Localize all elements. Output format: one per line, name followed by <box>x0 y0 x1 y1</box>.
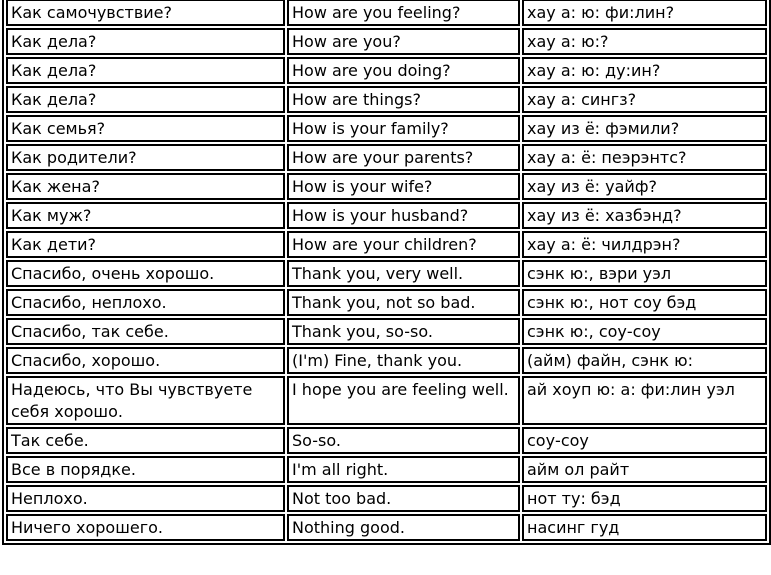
transcription-cell: хау из ё: фэмили? <box>522 115 767 142</box>
transcription-cell: айм ол райт <box>522 456 767 483</box>
english-cell: How is your wife? <box>287 173 520 200</box>
english-cell: (I'm) Fine, thank you. <box>287 347 520 374</box>
table-row <box>6 456 767 483</box>
english-cell: Not too bad. <box>287 485 520 512</box>
transcription-cell: хау а: ю:? <box>522 28 767 55</box>
russian-cell: Спасибо, очень хорошо. <box>6 260 285 287</box>
transcription-cell: насинг гуд <box>522 514 767 541</box>
russian-cell: Как дела? <box>6 28 285 55</box>
transcription-cell: хау а: ё: чилдрэн? <box>522 231 767 258</box>
transcription-cell: сэнк ю:, нот соу бэд <box>522 289 767 316</box>
russian-cell: Спасибо, неплохо. <box>6 289 285 316</box>
table-row <box>6 318 767 345</box>
transcription-cell: хау а: ё: пеэрэнтс? <box>522 144 767 171</box>
english-cell: I hope you are feeling well. <box>287 376 520 425</box>
english-cell: I'm all right. <box>287 456 520 483</box>
table-row <box>6 376 767 425</box>
table-row <box>6 260 767 287</box>
english-cell: How is your husband? <box>287 202 520 229</box>
russian-cell: Как муж? <box>6 202 285 229</box>
table-row <box>6 144 767 171</box>
transcription-cell: (айм) файн, сэнк ю: <box>522 347 767 374</box>
russian-cell: Как дети? <box>6 231 285 258</box>
table-row <box>6 0 767 26</box>
russian-cell: Спасибо, так себе. <box>6 318 285 345</box>
table-row <box>6 173 767 200</box>
english-cell: How is your family? <box>287 115 520 142</box>
english-cell: Thank you, so-so. <box>287 318 520 345</box>
transcription-cell: соу-соу <box>522 427 767 454</box>
russian-cell: Неплохо. <box>6 485 285 512</box>
transcription-cell: хау а: ю: ду:ин? <box>522 57 767 84</box>
transcription-cell: нот ту: бэд <box>522 485 767 512</box>
english-cell: How are you doing? <box>287 57 520 84</box>
table-row <box>6 485 767 512</box>
russian-cell: Все в порядке. <box>6 456 285 483</box>
english-cell: How are you feeling? <box>287 0 520 26</box>
table-row <box>6 115 767 142</box>
transcription-cell: ай хоуп ю: а: фи:лин уэл <box>522 376 767 425</box>
russian-cell: Спасибо, хорошо. <box>6 347 285 374</box>
transcription-cell: хау а: ю: фи:лин? <box>522 0 767 26</box>
table-row <box>6 514 767 541</box>
english-cell: Nothing good. <box>287 514 520 541</box>
russian-cell: Как самочувствие? <box>6 0 285 26</box>
transcription-cell: сэнк ю:, вэри уэл <box>522 260 767 287</box>
english-cell: How are your parents? <box>287 144 520 171</box>
russian-cell: Как дела? <box>6 86 285 113</box>
english-cell: How are you? <box>287 28 520 55</box>
russian-cell: Как семья? <box>6 115 285 142</box>
russian-cell: Ничего хорошего. <box>6 514 285 541</box>
phrase-table <box>2 0 771 545</box>
english-cell: How are things? <box>287 86 520 113</box>
russian-cell: Как родители? <box>6 144 285 171</box>
russian-cell: Так себе. <box>6 427 285 454</box>
table-row <box>6 57 767 84</box>
table-row <box>6 231 767 258</box>
transcription-cell: хау из ё: уайф? <box>522 173 767 200</box>
table-row <box>6 202 767 229</box>
english-cell: Thank you, not so bad. <box>287 289 520 316</box>
table-row <box>6 28 767 55</box>
transcription-cell: хау а: сингз? <box>522 86 767 113</box>
table-row <box>6 347 767 374</box>
english-cell: How are your children? <box>287 231 520 258</box>
russian-cell: Как жена? <box>6 173 285 200</box>
russian-cell: Как дела? <box>6 57 285 84</box>
table-row <box>6 427 767 454</box>
table-row <box>6 86 767 113</box>
table-row <box>6 289 767 316</box>
transcription-cell: хау из ё: хазбэнд? <box>522 202 767 229</box>
english-cell: So-so. <box>287 427 520 454</box>
russian-cell: Надеюсь, что Вы чувствуете себя хорошо. <box>6 376 285 425</box>
english-cell: Thank you, very well. <box>287 260 520 287</box>
transcription-cell: сэнк ю:, соу-соу <box>522 318 767 345</box>
